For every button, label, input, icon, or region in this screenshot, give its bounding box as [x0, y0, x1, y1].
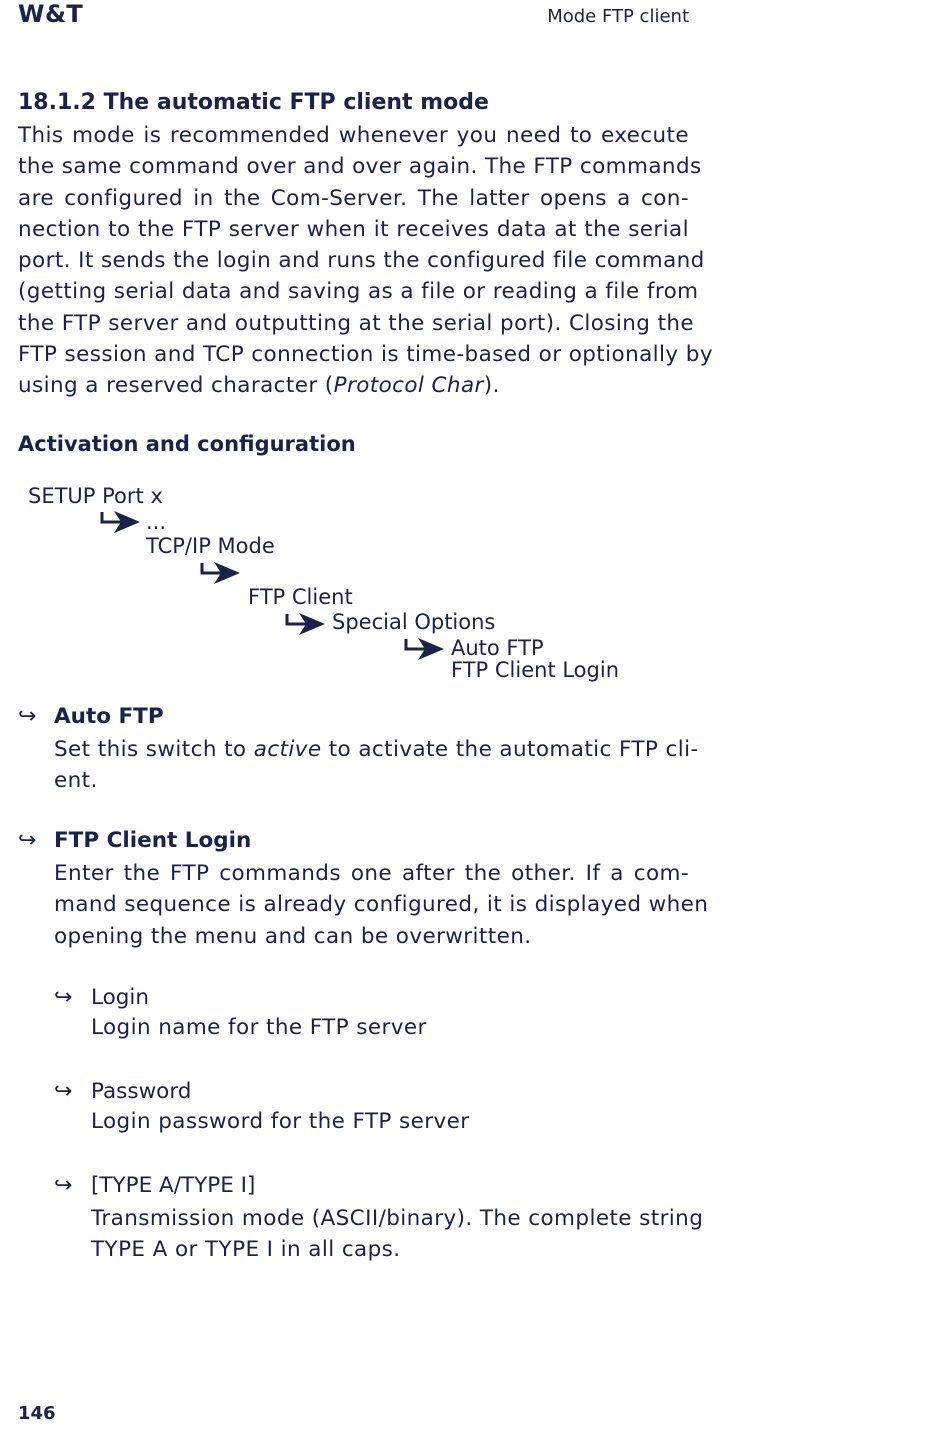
menu-root: SETUP Port x	[28, 484, 163, 508]
protocol-char-term: Protocol Char	[333, 373, 484, 399]
intro-line	[18, 370, 689, 401]
desc-line	[54, 734, 699, 765]
menu-ellipsis: ...	[146, 510, 167, 534]
menu-arrow-icon	[285, 612, 327, 636]
sub-item-login: Login	[91, 985, 150, 1010]
item-title-ftp-client-login: FTP Client Login	[54, 828, 252, 853]
menu-ftp-client: FTP Client	[248, 585, 353, 609]
desc-text: Set this switch to	[54, 737, 254, 762]
active-term: active	[253, 737, 322, 762]
desc-line: mand sequence is already configured, it is displayed when	[54, 892, 709, 918]
intro-line: are configured in the Com-Server. The latter opens a con-	[18, 185, 689, 211]
hook-arrow-icon: ↪	[54, 985, 73, 1010]
running-header: Mode FTP client	[547, 6, 689, 27]
desc-line: opening the menu and can be overwritten.	[54, 923, 532, 949]
page-number: 146	[18, 1403, 56, 1424]
intro-line: port. It sends the login and runs the configured file command	[18, 248, 705, 274]
menu-special-options: Special Options	[332, 610, 496, 634]
desc-text: to activate the automatic FTP cli-	[321, 737, 699, 762]
intro-line: FTP session and TCP connection is time-based or optionally by	[18, 342, 713, 368]
hook-arrow-icon: ↪	[18, 704, 37, 729]
section-title: 18.1.2 The automatic FTP client mode	[18, 90, 489, 115]
intro-line: This mode is recommended whenever you need to execute	[18, 123, 689, 148]
menu-arrow-icon	[404, 637, 446, 661]
item-title-auto-ftp: Auto FTP	[54, 704, 164, 729]
menu-arrow-icon	[200, 561, 242, 585]
hook-arrow-icon: ↪	[54, 1079, 73, 1104]
hook-arrow-icon: ↪	[18, 828, 37, 853]
intro-line: nection to the FTP server when it receives data at the serial	[18, 216, 689, 242]
ftp-login-description	[54, 858, 709, 952]
menu-ftp-client-login: FTP Client Login	[451, 658, 619, 682]
sub-item-type-desc	[91, 1203, 704, 1266]
sub-item-password-desc: Login password for the FTP server	[91, 1109, 470, 1134]
hook-arrow-icon: ↪	[54, 1173, 73, 1198]
intro-paragraph	[18, 120, 713, 402]
desc-line: ent.	[54, 768, 98, 794]
menu-tcpip-mode: TCP/IP Mode	[146, 534, 275, 558]
sub-item-type: [TYPE A/TYPE I]	[91, 1173, 256, 1198]
sub-item-password: Password	[91, 1079, 192, 1104]
intro-line: the same command over and over again. The FTP commands	[18, 154, 702, 180]
brand-logo: W&T	[18, 0, 84, 28]
sub-item-login-desc: Login name for the FTP server	[91, 1015, 427, 1040]
intro-line: the FTP server and outputting at the serial port). Closing the	[18, 310, 695, 336]
desc-line: TYPE A or TYPE I in all caps.	[91, 1237, 401, 1263]
intro-line: (getting serial data and saving as a file or reading a file from	[18, 279, 699, 305]
intro-text: ).	[483, 373, 500, 399]
menu-auto-ftp: Auto FTP	[451, 636, 544, 660]
desc-line: Transmission mode (ASCII/binary). The complete string	[91, 1206, 704, 1231]
menu-arrow-icon	[100, 510, 142, 534]
auto-ftp-description	[54, 734, 699, 797]
desc-line: Enter the FTP commands one after the other. If a com-	[54, 861, 689, 886]
subsection-title: Activation and configuration	[18, 432, 356, 456]
intro-text: using a reserved character (	[18, 373, 334, 399]
